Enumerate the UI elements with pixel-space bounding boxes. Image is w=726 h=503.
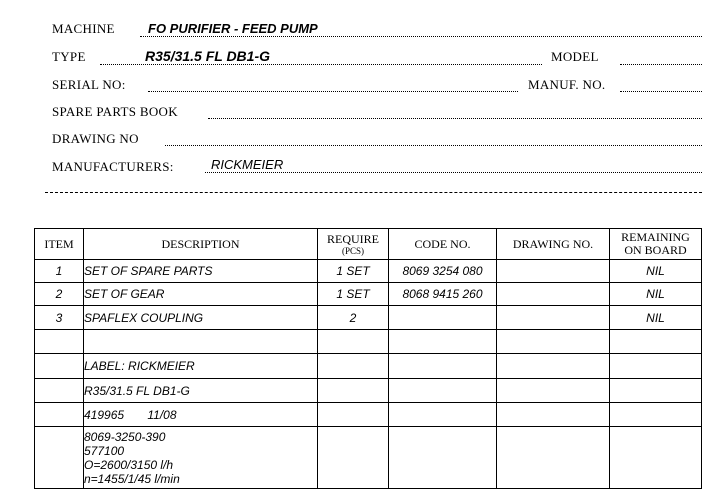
- label-detail-line: 577100: [84, 443, 125, 458]
- remaining-cell: NIL: [610, 260, 702, 283]
- label-serial-row: [35, 403, 702, 427]
- drawing-no-header: DRAWING NO.: [497, 229, 610, 260]
- remaining-cell: NIL: [610, 306, 702, 330]
- item-header: ITEM: [35, 229, 84, 260]
- label-title-cell: LABEL: RICKMEIER: [84, 354, 318, 379]
- drawing-no-label: DRAWING NO: [52, 131, 139, 146]
- remaining-header-line-1: REMAINING: [621, 230, 690, 244]
- require-cell: 1 SET: [318, 260, 389, 283]
- remaining-cell: NIL: [610, 283, 702, 306]
- label-type-row: [35, 379, 702, 403]
- description-cell: SET OF GEAR: [84, 283, 318, 306]
- label-details-cell: [84, 427, 318, 489]
- label-detail-line: n=1455/1/45 l/min: [84, 471, 180, 486]
- machine-underline: [140, 36, 702, 37]
- label-details-row: [35, 427, 702, 489]
- item-cell: 2: [35, 283, 84, 306]
- label-type-cell: R35/31.5 FL DB1-G: [84, 379, 318, 403]
- description-cell: SPAFLEX COUPLING: [84, 306, 318, 330]
- table-row-empty: [35, 330, 702, 354]
- model-label: MODEL: [551, 49, 599, 64]
- remaining-header-line-2: ON BOARD: [624, 243, 687, 257]
- manufacturers-value: RICKMEIER: [211, 157, 284, 172]
- model-underline: [620, 64, 702, 65]
- table-row: [35, 260, 702, 283]
- code-cell: 8068 9415 260: [389, 283, 497, 306]
- label-serial-cell: 419965 11/08: [84, 403, 318, 427]
- machine-value: FO PURIFIER - FEED PUMP: [148, 21, 318, 36]
- require-header: [318, 229, 389, 260]
- description-cell: SET OF SPARE PARTS: [84, 260, 318, 283]
- manuf-no-underline: [620, 91, 702, 92]
- item-cell: 1: [35, 260, 84, 283]
- machine-label: MACHINE: [52, 21, 115, 36]
- table-row: [35, 283, 702, 306]
- type-value: R35/31.5 FL DB1-G: [145, 48, 271, 64]
- code-no-header: CODE NO.: [389, 229, 497, 260]
- header-separator: [45, 192, 702, 193]
- remaining-header: [610, 229, 702, 260]
- spare-parts-book-label: SPARE PARTS BOOK: [52, 104, 178, 119]
- type-underline: [100, 64, 542, 65]
- manufacturers-label: MANUFACTURERS:: [52, 159, 174, 174]
- drawing-no-underline: [165, 145, 702, 146]
- serial-label: SERIAL NO:: [52, 77, 126, 92]
- require-cell: 2: [318, 306, 389, 330]
- spare-parts-book-underline: [208, 118, 702, 119]
- description-header: DESCRIPTION: [84, 229, 318, 260]
- table-header-row: [35, 229, 702, 260]
- manufacturers-underline: [205, 172, 702, 173]
- label-title-row: [35, 354, 702, 379]
- manuf-no-label: MANUF. NO.: [528, 77, 606, 92]
- require-cell: 1 SET: [318, 283, 389, 306]
- drawing-cell: [497, 260, 610, 283]
- require-unit: (PCS): [341, 245, 364, 256]
- drawing-cell: [497, 306, 610, 330]
- type-label: TYPE: [52, 49, 86, 64]
- code-cell: [389, 306, 497, 330]
- code-cell: 8069 3254 080: [389, 260, 497, 283]
- item-cell: 3: [35, 306, 84, 330]
- label-detail-line: 8069-3250-390: [84, 429, 166, 444]
- require-header-label: REQUIRE: [327, 231, 379, 246]
- table-row: [35, 306, 702, 330]
- spare-parts-table: [34, 228, 702, 489]
- serial-underline: [148, 91, 518, 92]
- drawing-cell: [497, 283, 610, 306]
- label-detail-line: O=2600/3150 l/h: [84, 457, 174, 472]
